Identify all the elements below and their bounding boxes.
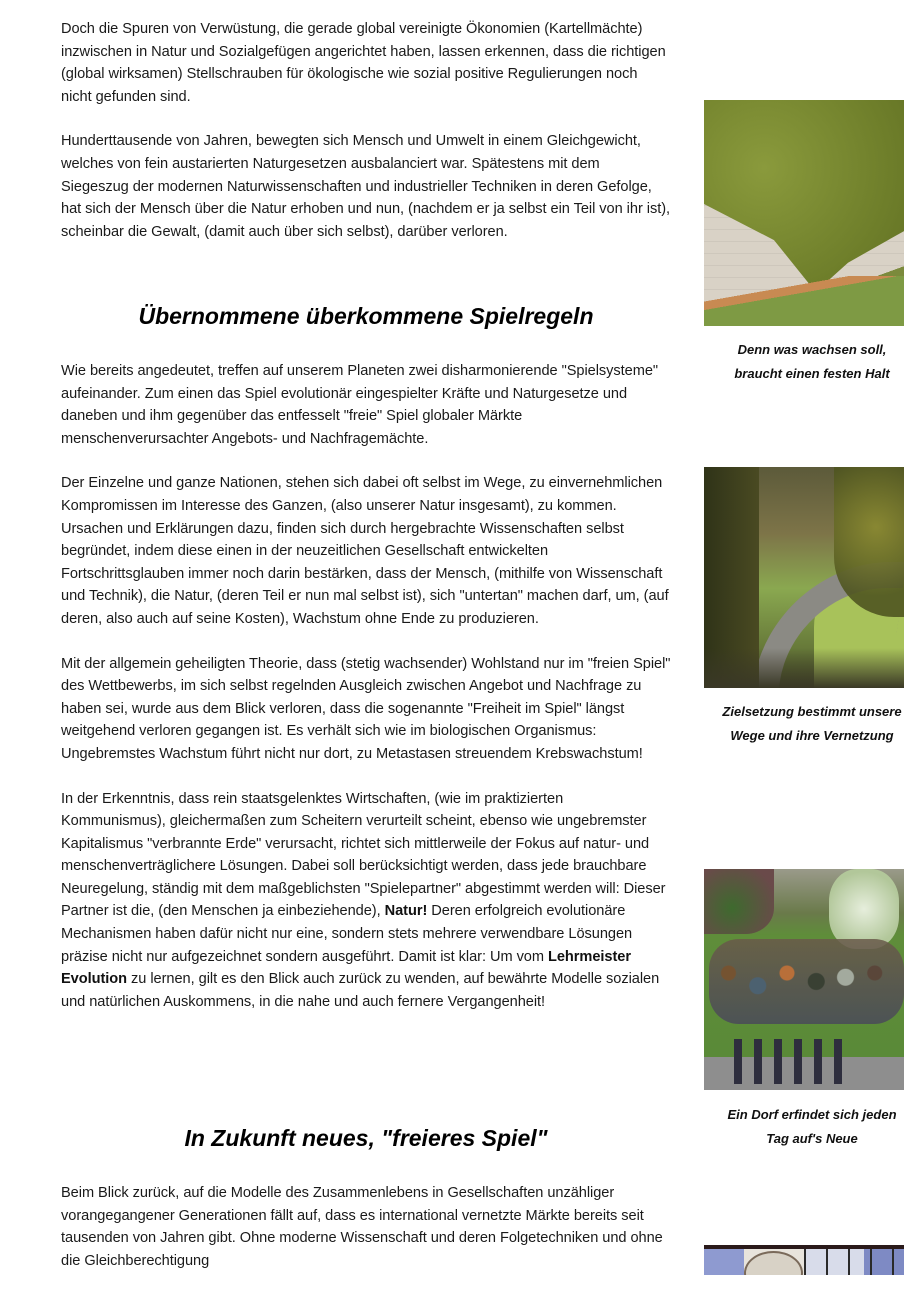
section1-paragraph-3: Mit der allgemein geheiligten Theorie, dass (stetig wachsender) Wohlstand nur im "freien Spiel" des Wettbewerbs, im sich selbst regelnden Ausgleich zwischen Angebot und Nachfrage zu haben sei, wurde aus dem Blick verloren, dass die sogenannte "Freiheit im Spiel" längst weitgehend verloren gegangen ist. Es verhält sich wie im biologischen Organismus: Ungebremstes Wachstum führt nicht nur dort, zu Metastasen streuendem Krebswachstum! <box>61 655 671 762</box>
ivy-wall-photo <box>704 100 904 326</box>
bush <box>704 869 774 934</box>
section-1-body <box>61 360 671 1035</box>
section-heading-spielregeln: Übernommene überkommene Spielregeln <box>138 303 594 329</box>
window-bars <box>804 1249 904 1275</box>
figure-2-caption-line-2: Wege und ihre Vernetzung <box>730 728 894 743</box>
section-2-body <box>61 1182 671 1294</box>
country-road-photo <box>704 467 904 688</box>
emphasis-natur: Natur! <box>384 903 428 920</box>
intro-paragraph-2: Hunderttausende von Jahren, bewegten sich Mensch und Umwelt in einem Gleichgewicht, welches von fein austarierten Naturgesetzen ausbalanciert war. Spätestens mit dem Siegeszug der modernen Naturwissenschaften und industrieller Techniken in deren Gefolge, hat sich der Mensch über die Natur erhoben und nun, (nachdem er ja selbst ein Teil von ihr ist), scheinbar die Gewalt, (damit auch über sich selbst), darüber verloren. <box>61 133 671 240</box>
section1-p4-text-c: zu lernen, gilt es den Blick auch zurück zu wenden, auf bewährte Modelle sozialen und natürlichen Auskommens, in die nahe und auch fernere Vergangenheit! <box>61 971 660 1010</box>
figure-1-caption <box>704 338 920 386</box>
figure-1-caption-line-1: Denn was wachsen soll, <box>737 342 887 357</box>
section1-paragraph-2: Der Einzelne und ganze Nationen, stehen sich dabei oft selbst im Wege, zu einvernehmlichen Kompromissen im Interesse des Ganzen, (also unserer Natur insgesamt), zu kommen. Ursachen und Erklärungen dazu, finden sich durch hergebrachte Wissenschaften selbst begründet, indem diese einen in der neuzeitlichen Gesellschaft entwickelten Fortschrittsglauben immer noch darin bestärken, dass der Mensch, (mithilfe von Wissenschaft und Technik), die Natur, (deren Teil er nun mal selbst ist), sich "untertan" machen darf, um, (auf deren, also auch auf seine Kosten), Wachstum ohne Ende zu produzieren. <box>61 475 669 627</box>
article-main-column <box>61 18 671 1269</box>
figure-3-caption <box>704 1103 920 1151</box>
figure-2-caption <box>704 700 920 748</box>
figure-1-caption-line-2: braucht einen festen Halt <box>734 366 890 381</box>
partial-illustration-photo <box>704 1245 904 1275</box>
section1-paragraph-4 <box>61 788 671 1014</box>
section1-p4-text-a: In der Erkenntnis, dass rein staatsgelenktes Wirtschaften, (wie im praktizierten Kommunismus), gleichermaßen zum Scheitern verurteilt scheint, ebenso wie ungebremster Kapitalismus "verbrannte Erde" verursacht, richtet sich mittlerweile der Fokus auf natur- und menschenverträglichere Lösungen. Dabei soll berücksichtigt werden, dass jede brauchbare Neuregelung, ständig mit dem maßgeblichsten "Spielepartner" abgestimmt werden will: Dieser Partner ist die, (den Menschen ja einbeziehende), <box>61 790 666 920</box>
figure-3-caption-line-2: Tag auf's Neue <box>766 1131 858 1146</box>
section1-p4-text-b: Deren erfolgreich evolutionäre Mechanismen haben dafür nicht nur eine, sondern stets mehrere verwendbare Lösungen präzise nicht nur aufgezeichnet sondern ausgeführt. Damit ist klar: Um vom <box>61 903 633 965</box>
figure-3-caption-line-1: Ein Dorf erfindet sich jeden <box>727 1107 897 1122</box>
portrait-head <box>744 1251 803 1275</box>
lawn-strip <box>704 276 904 326</box>
section1-paragraph-1: Wie bereits angedeutet, treffen auf unserem Planeten zwei disharmonierende "Spielsysteme" aufeinander. Zum einen das Spiel evolutionär eingespielter Kräfte und Naturgesetze und daneben und ihm gegenüber das entfesselt "freie" Spiel globaler Märkte menschenverursachter Angebots- und Nachfragemächte. <box>61 363 659 447</box>
blossom-tree <box>829 869 899 949</box>
emphasis-lehrmeister-evolution: Lehrmeister Evolution <box>61 948 631 988</box>
figure-2-caption-line-1: Zielsetzung bestimmt unsere <box>722 704 902 719</box>
village-gathering-photo <box>704 869 904 1090</box>
intro-paragraph-1: Doch die Spuren von Verwüstung, die gerade global vereinigte Ökonomien (Kartellmächte) inzwischen in Natur und Sozialgefügen angerichtet haben, lassen erkennen, dass die richtigen (global wirksamen) Stellschrauben für ökologische wie sozial positive Regulierungen noch nicht gefunden sind. <box>61 21 666 105</box>
children-in-front <box>734 1039 844 1084</box>
section-heading-freieres-spiel: In Zukunft neues, "freieres Spiel" <box>184 1125 548 1151</box>
section2-paragraph-1: Beim Blick zurück, auf die Modelle des Zusammenlebens in Gesellschaften unzähliger vorangegangener Generationen fällt auf, dass es international vernetzte Märkte bereits seit tausenden von Jahren gibt. Ohne moderne Wissenschaft und deren Folgetechniken und ohne die Gleichberechtigung <box>61 1185 663 1269</box>
foreground-shade <box>704 648 904 688</box>
crowd-at-tables <box>709 939 904 1024</box>
